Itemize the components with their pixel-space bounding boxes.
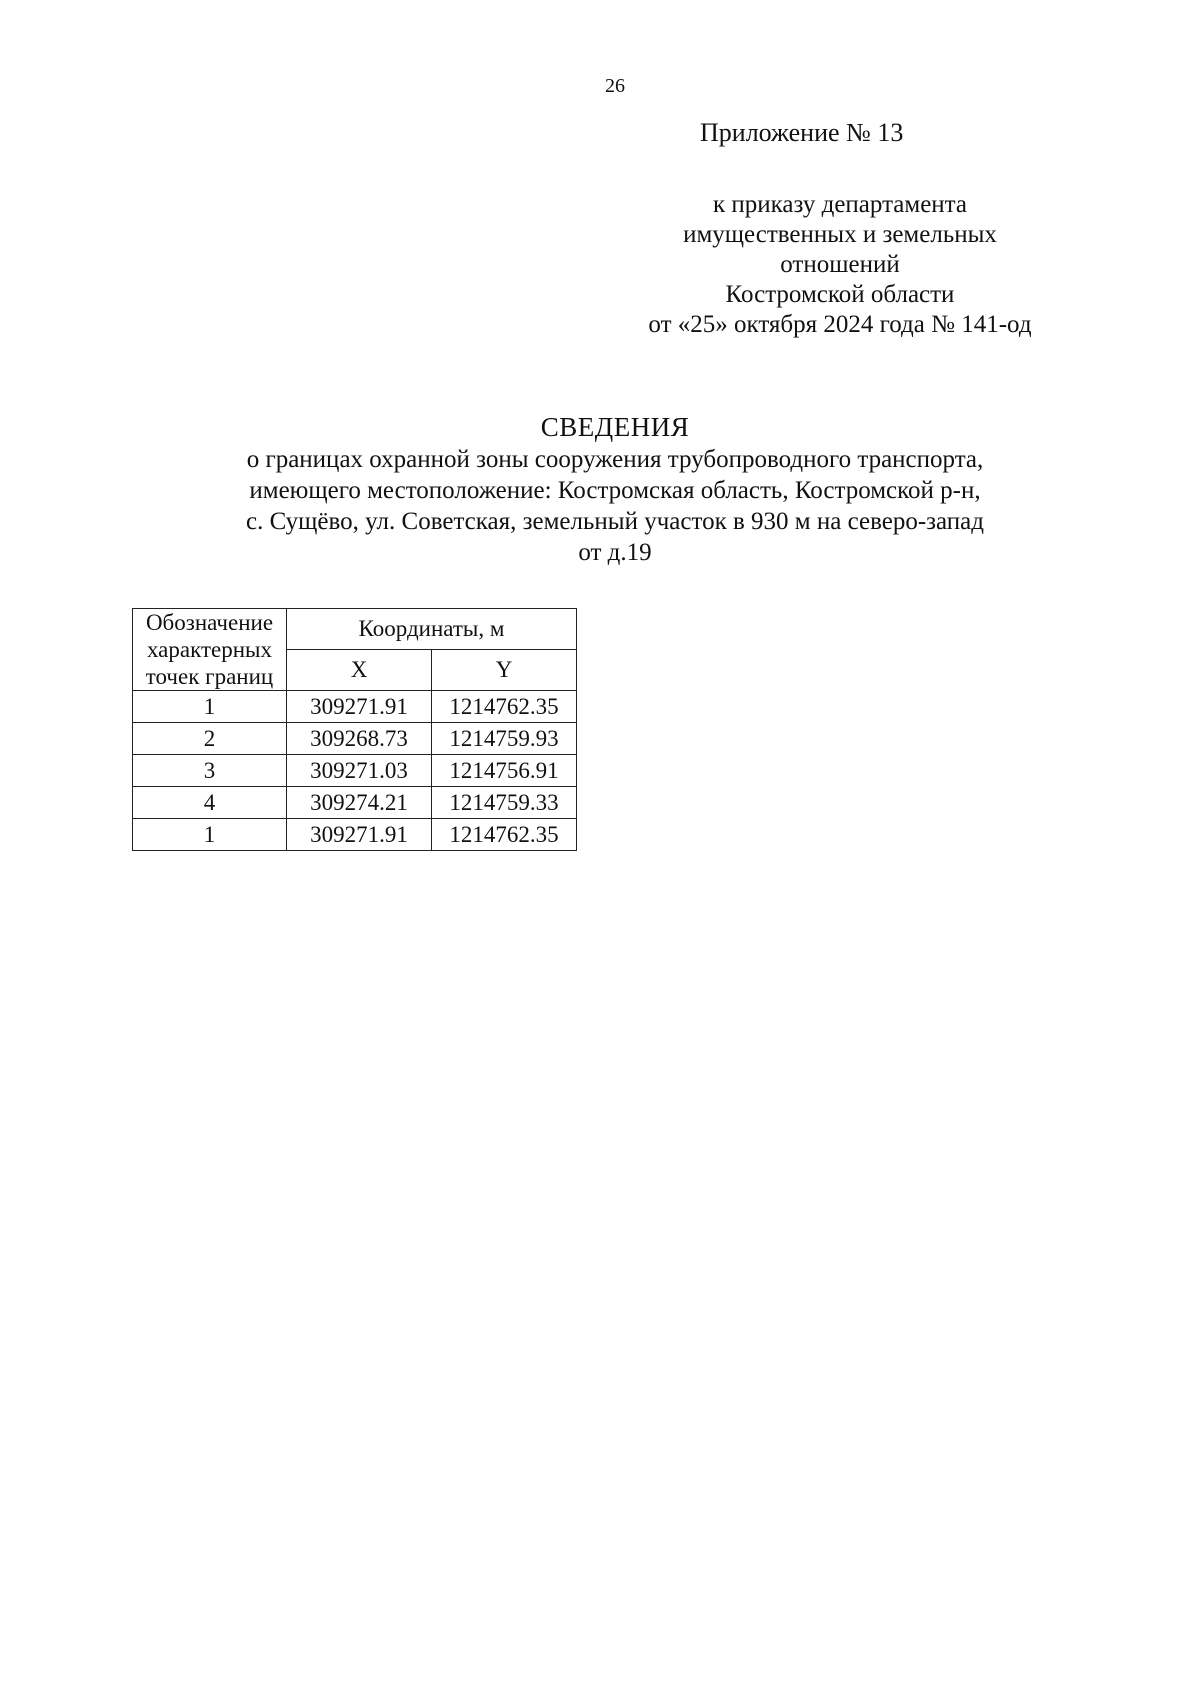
- page-number: 26: [605, 75, 625, 97]
- document-heading: СВЕДЕНИЯ: [540, 412, 690, 442]
- order-line: к приказу департамента: [712, 191, 968, 218]
- coordinates-table: [132, 608, 577, 851]
- order-line: от «25» октября 2024 года № 141-од: [648, 311, 1032, 338]
- x-cell: 309271.91: [287, 691, 432, 723]
- y-cell: 1214762.35: [432, 819, 577, 851]
- appendix-title: Приложение № 13: [700, 118, 904, 147]
- point-cell: 1: [133, 691, 287, 723]
- header-point-cell: [133, 609, 287, 691]
- x-cell: 309274.21: [287, 787, 432, 819]
- subtitle-line: от д.19: [578, 539, 652, 566]
- point-cell: 1: [133, 819, 287, 851]
- table-row: [133, 723, 577, 755]
- order-line: имущественных и земельных: [683, 221, 997, 248]
- y-cell: 1214756.91: [432, 755, 577, 787]
- header-point-line: точек границ: [145, 664, 274, 689]
- header-point-line: Обозначение: [145, 610, 274, 635]
- point-cell: 2: [133, 723, 287, 755]
- table-row: [133, 691, 577, 723]
- x-cell: 309271.03: [287, 755, 432, 787]
- document-subtitle: [0, 444, 1200, 568]
- y-cell: 1214759.93: [432, 723, 577, 755]
- header-x: X: [287, 650, 432, 691]
- header-point-line: характерных: [146, 637, 272, 662]
- x-cell: 309268.73: [287, 723, 432, 755]
- order-line: Костромской области: [725, 281, 955, 308]
- subtitle-line: с. Сущёво, ул. Советская, земельный участок в 930 м на северо-запад: [246, 508, 984, 535]
- point-cell: 3: [133, 755, 287, 787]
- subtitle-line: о границах охранной зоны сооружения трубопроводного транспорта,: [246, 446, 984, 473]
- y-cell: 1214762.35: [432, 691, 577, 723]
- order-line: отношений: [780, 251, 900, 278]
- subtitle-line: имеющего местоположение: Костромская область, Костромской р-н,: [249, 477, 981, 504]
- x-cell: 309271.91: [287, 819, 432, 851]
- header-coordinates: Координаты, м: [287, 609, 577, 650]
- header-y: Y: [432, 650, 577, 691]
- point-cell: 4: [133, 787, 287, 819]
- y-cell: 1214759.33: [432, 787, 577, 819]
- table-row: [133, 755, 577, 787]
- table-row: [133, 819, 577, 851]
- table-row: [133, 787, 577, 819]
- order-reference: [540, 190, 1140, 340]
